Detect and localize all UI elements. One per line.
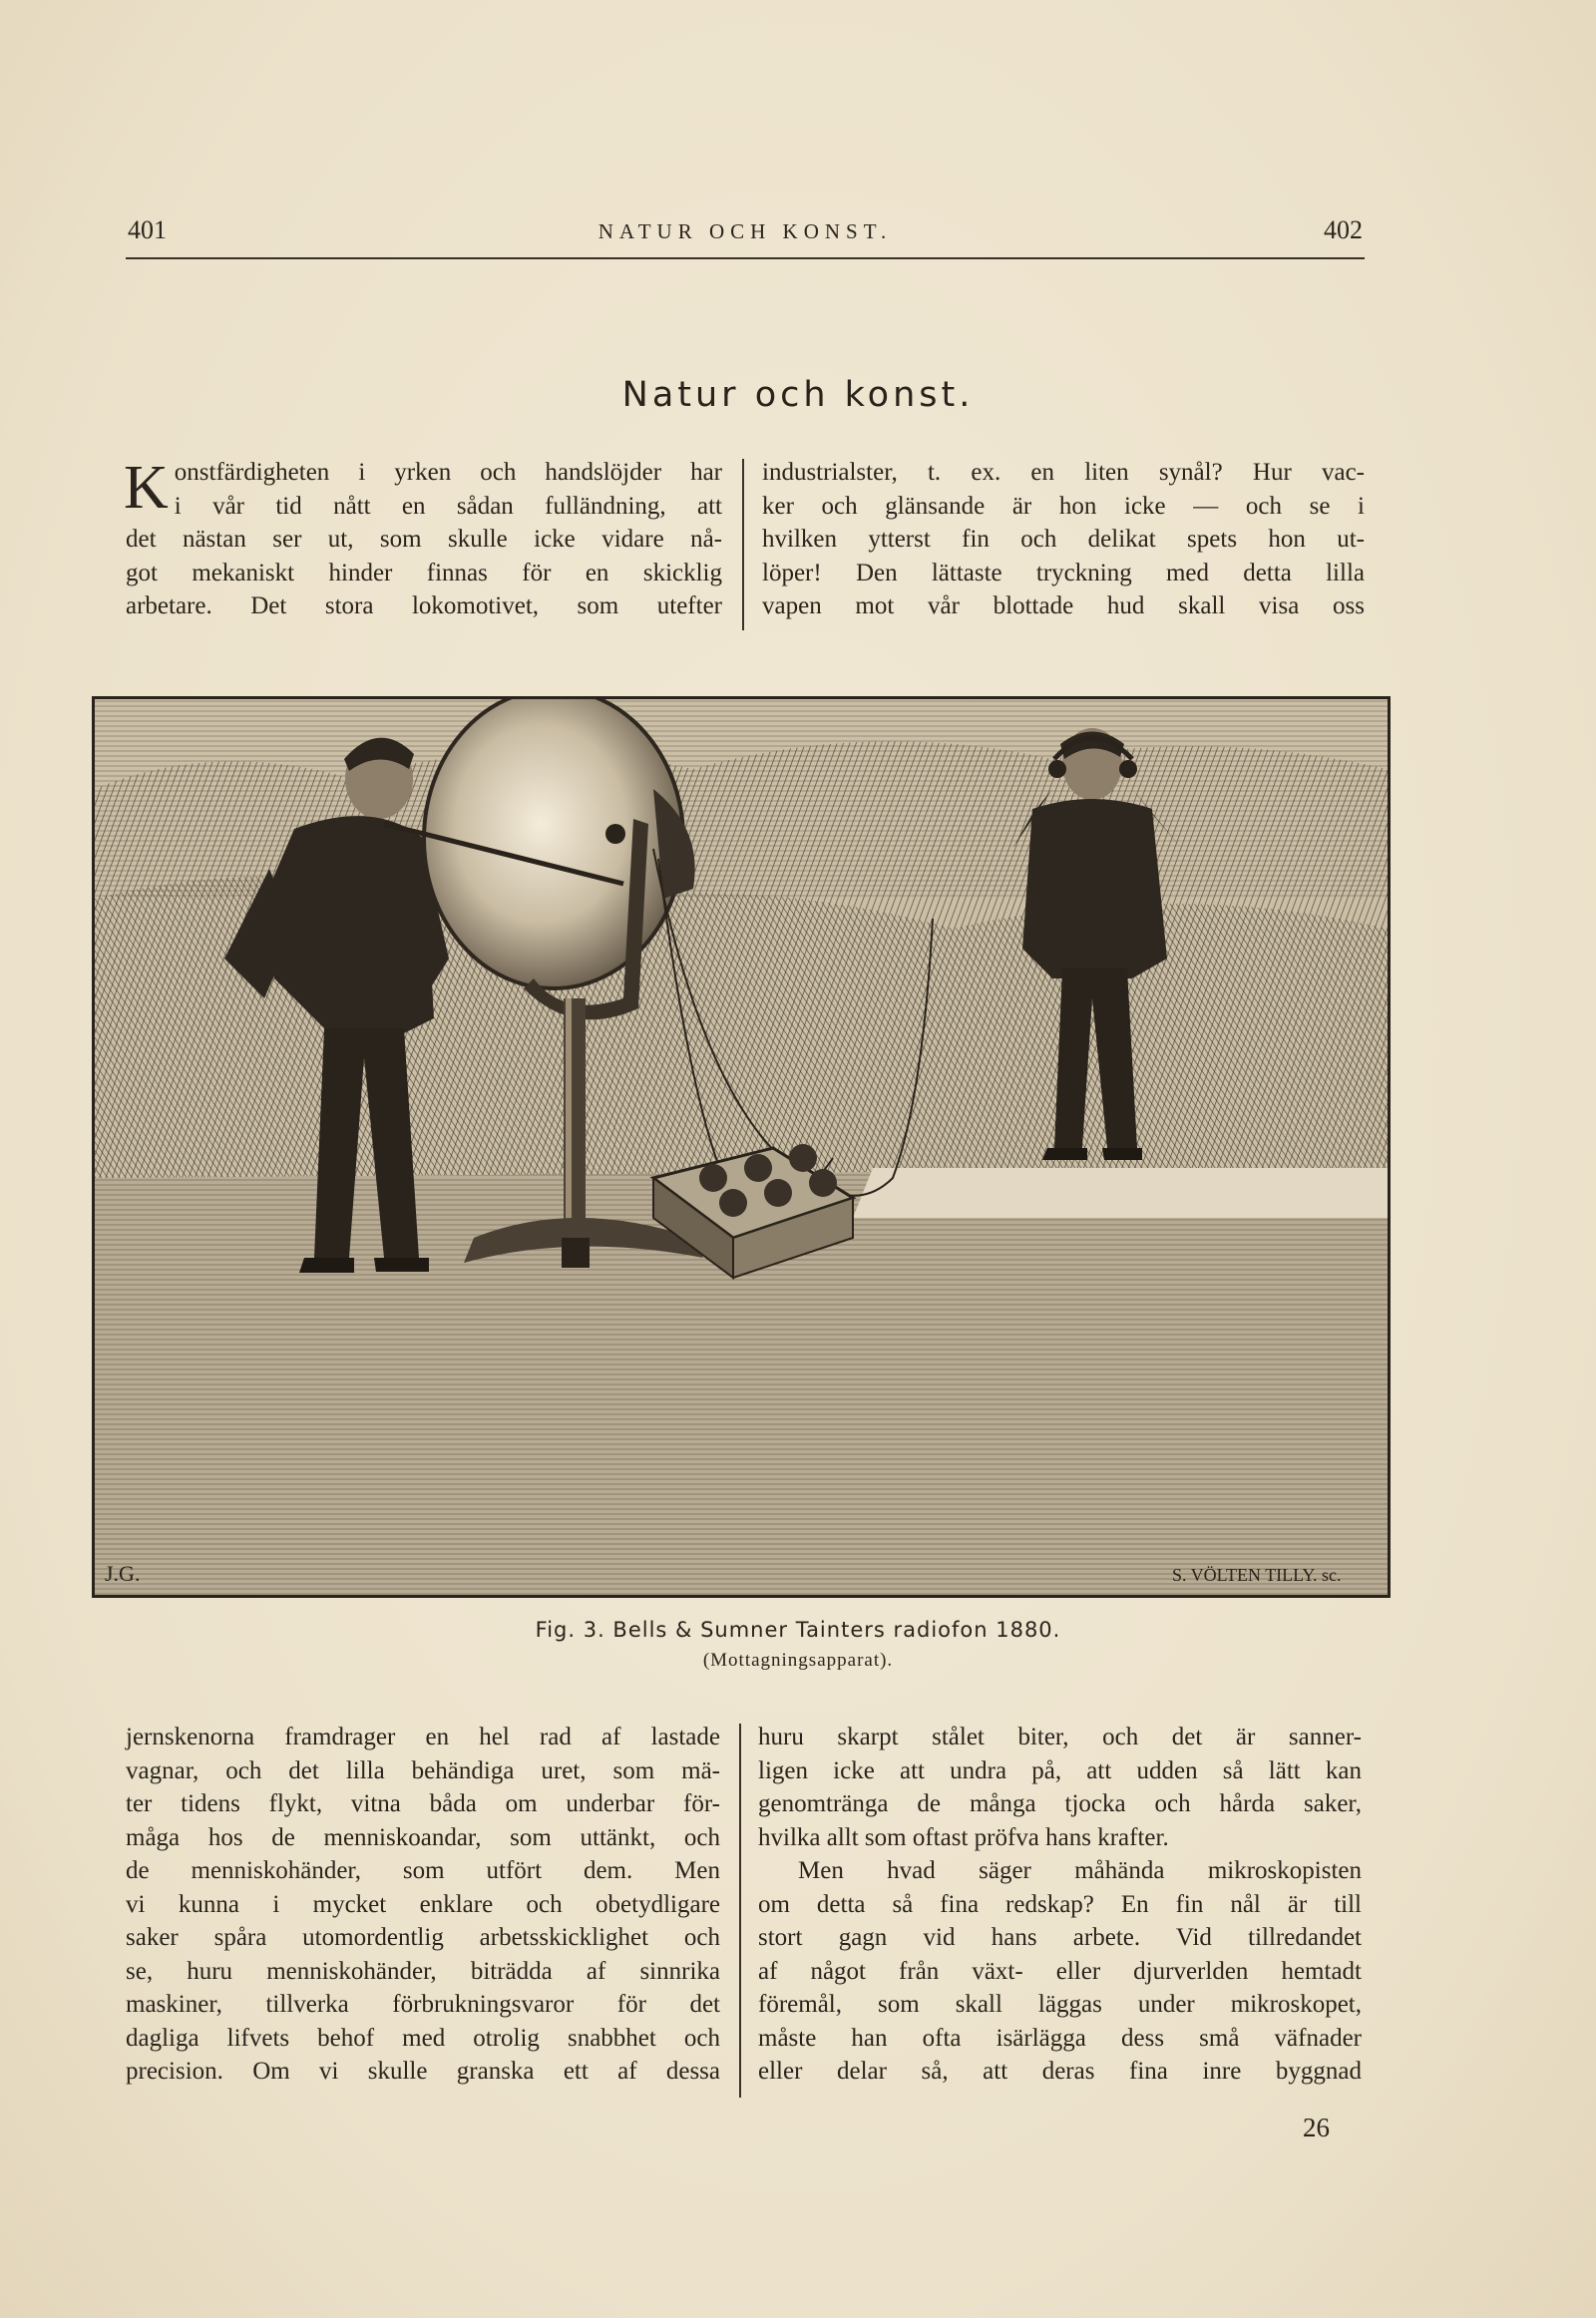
text-line: genomtränga de många tjocka och hårda saker, — [758, 1790, 1362, 1817]
figure-caption: Fig. 3. Bells & Sumner Tainters radiofon 1880. — [535, 1618, 1061, 1642]
text-line: Men hvad säger måhända mikroskopisten — [798, 1857, 1362, 1884]
text-line: onstfärdigheten i yrken och handslöjder har — [174, 459, 722, 486]
column-top-right — [762, 456, 1365, 623]
text-line: maskiner, tillverka förbrukningsvaror för det — [126, 1991, 720, 2018]
text-line: hvilka allt som oftast pröfva hans krafter. — [758, 1823, 1169, 1851]
running-title: NATUR OCH KONST. — [598, 219, 893, 243]
text-line: föremål, som skall läggas under mikroskopet, — [758, 1991, 1362, 2018]
text-line: jernskenorna framdrager en hel rad af lastade — [126, 1724, 720, 1750]
engraver-signature-right: S. VÖLTEN TILLY. sc. — [1172, 1565, 1342, 1585]
article-title: Natur och konst. — [621, 375, 975, 415]
text-line: saker spåra utomordentlig arbetsskicklighet och — [126, 1924, 720, 1951]
text-line: ter tidens flykt, vitna båda om underbar för- — [126, 1790, 720, 1817]
text-line: det nästan ser ut, som skulle icke vidare nå- — [126, 526, 722, 553]
column-bottom-left — [126, 1721, 720, 2089]
text-line: i vår tid nått en sådan fulländning, att — [174, 492, 722, 520]
left-page-number: 401 — [128, 215, 167, 244]
text-line: af något från växt- eller djurverlden hemtadt — [758, 1957, 1362, 1985]
text-line: måste han ofta isärlägga dess små väfnader — [758, 2024, 1362, 2052]
text-line: got mekaniskt hinder finnas för en skicklig — [126, 559, 722, 586]
drop-cap: K — [124, 454, 169, 522]
text-line: hvilken ytterst fin och delikat spets hon ut- — [762, 526, 1365, 553]
text-line: eller delar så, att deras fina inre byggnad — [758, 2058, 1362, 2085]
text-line: vapen mot vår blottade hud skall visa oss — [762, 592, 1365, 619]
column-rule-bottom — [739, 1724, 741, 2098]
text-line: vi kunna i mycket enklare och obetydligare — [126, 1890, 720, 1918]
text-line: stort gagn vid hans arbete. Vid tillredandet — [758, 1924, 1362, 1951]
text-line: industrialster, t. ex. en liten synål? Hur vac- — [762, 459, 1365, 486]
column-rule-top — [742, 459, 744, 630]
text-line: löper! Den lättaste tryckning med detta lilla — [762, 559, 1365, 586]
text-line: vagnar, och det lilla behändiga uret, som mä- — [126, 1756, 720, 1784]
right-page-number: 402 — [1324, 215, 1363, 244]
running-header — [126, 209, 1365, 259]
text-line: arbetare. Det stora lokomotivet, som utefter — [126, 592, 722, 619]
text-line: se, huru menniskohänder, biträdda af sinnrika — [126, 1957, 720, 1985]
artist-signature-left: J.G. — [105, 1561, 141, 1586]
figure-subcaption: (Mottagningsapparat). — [702, 1650, 894, 1671]
text-line: måga hos de menniskoandar, som uttänkt, och — [126, 1823, 720, 1851]
text-line: ker och glänsande är hon icke — och se i — [762, 492, 1365, 520]
text-line: ligen icke att undra på, att udden så lätt kan — [758, 1756, 1362, 1784]
text-line: huru skarpt stålet biter, och det är sanner- — [758, 1724, 1362, 1750]
text-line: om detta så fina redskap? En fin nål är till — [758, 1890, 1362, 1918]
column-bottom-right — [758, 1721, 1362, 2089]
radiophone-engraving — [95, 699, 1388, 1595]
text-line: de menniskohänder, som utfört dem. Men — [126, 1857, 720, 1884]
engraving-figure — [92, 696, 1391, 1598]
text-line: dagliga lifvets behof med otrolig snabbhet och — [126, 2024, 720, 2052]
signature-page-number: 26 — [1303, 2113, 1330, 2142]
text-line: precision. Om vi skulle granska ett af dessa — [126, 2058, 720, 2085]
column-top-left — [126, 456, 722, 623]
